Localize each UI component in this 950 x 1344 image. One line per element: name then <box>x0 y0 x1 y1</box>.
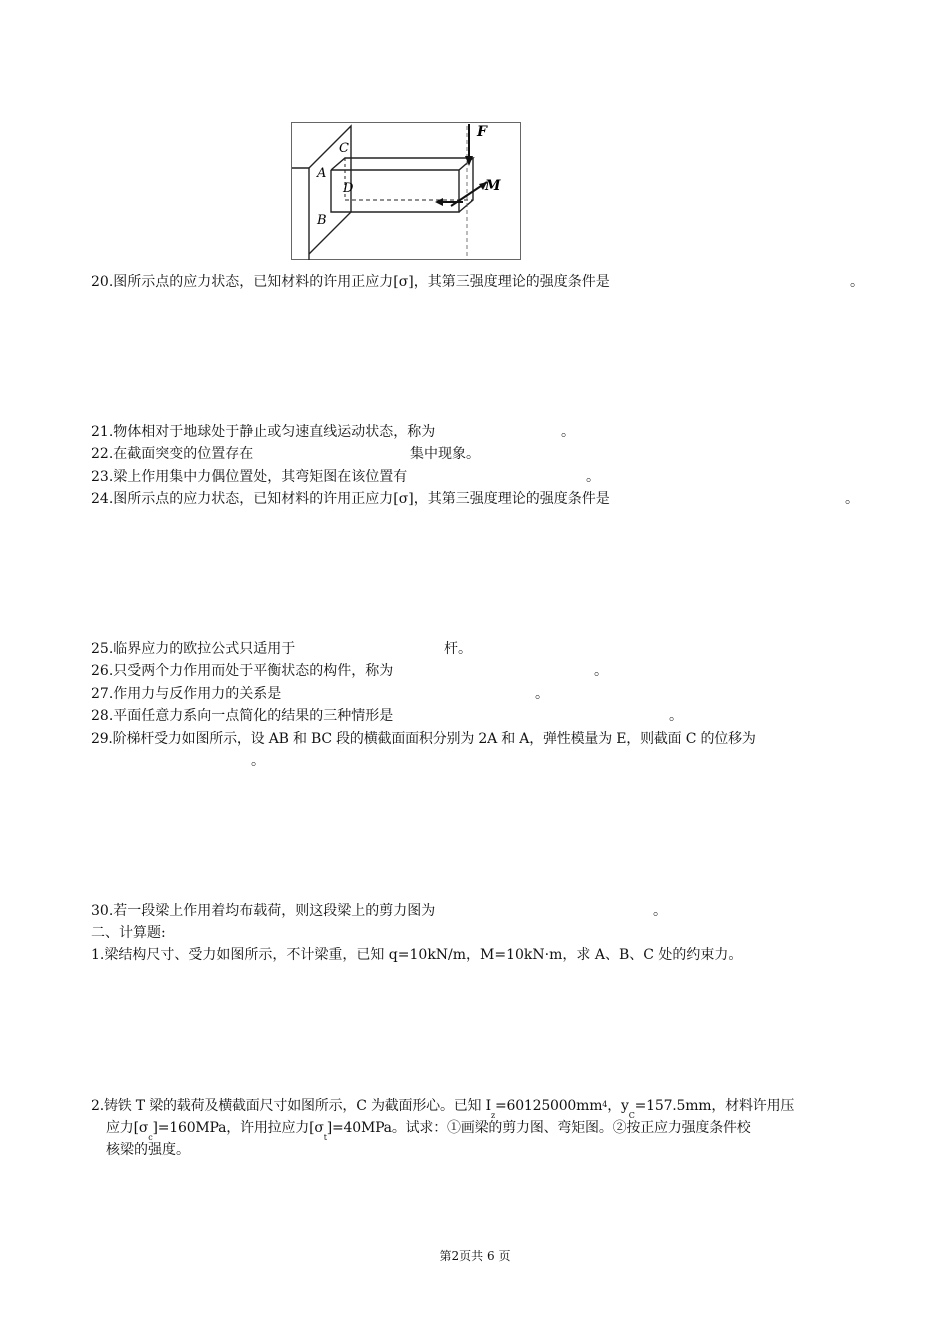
question-28: 28.平面任意力系向一点简化的结果的三种情形是 <box>91 708 394 724</box>
calc-question-2-line3: 核梁的强度。 <box>106 1142 190 1158</box>
question-30-end: 。 <box>653 903 667 919</box>
question-22: 22.在截面突变的位置存在 <box>91 446 254 462</box>
question-29: 29.阶梯杆受力如图所示，设 AB 和 BC 段的横截面面积分别为 2A 和 A，弹性模量为 E，则截面 C 的位移为 <box>91 731 756 747</box>
label-c: C <box>339 141 349 156</box>
label-m: M <box>485 178 501 194</box>
question-27-end: 。 <box>535 686 549 702</box>
beam-figure <box>291 122 521 260</box>
question-24: 24.图所示点的应力状态，已知材料的许用正应力[σ]，其第三强度理论的强度条件是 <box>91 491 610 507</box>
question-20: 20.图所示点的应力状态，已知材料的许用正应力[σ]，其第三强度理论的强度条件是 <box>91 274 610 290</box>
question-23: 23.梁上作用集中力偶位置处，其弯矩图在该位置有 <box>91 469 408 485</box>
calc-question-1: 1.梁结构尺寸、受力如图所示，不计梁重，已知 q=10kN/m，M=10kN·m，求 A、B、C 处的约束力。 <box>91 947 743 963</box>
question-20-end: 。 <box>850 274 864 290</box>
question-23-end: 。 <box>586 469 600 485</box>
question-24-end: 。 <box>845 491 859 507</box>
question-25: 25.临界应力的欧拉公式只适用于 <box>91 641 296 657</box>
label-a: A <box>317 166 327 181</box>
calc-question-2-line1: 2.铸铁 T 梁的载荷及横截面尺寸如图所示，C 为截面形心。已知 $I_z=60125000mm^4$，$y_C=157.5mm$，材料许用压 <box>91 1098 795 1120</box>
label-d: D <box>343 181 354 196</box>
question-25-end: 杆。 <box>444 641 472 657</box>
question-21: 21.物体相对于地球处于静止或匀速直线运动状态，称为 <box>91 424 436 440</box>
label-b: B <box>317 213 327 228</box>
section-title: 二、计算题: <box>91 925 166 941</box>
question-28-end: 。 <box>669 708 683 724</box>
question-30: 30.若一段梁上作用着均布载荷，则这段梁上的剪力图为 <box>91 903 436 919</box>
question-26: 26.只受两个力作用而处于平衡状态的构件，称为 <box>91 663 394 679</box>
question-22-end: 集中现象。 <box>410 446 480 462</box>
calc-question-2-line2: 应力$[\sigma_c]=160MPa$，许用拉应力$[\sigma_t]=40MPa$。试求：①画梁的剪力图、弯矩图。②按正应力强度条件校 <box>106 1120 751 1142</box>
question-21-end: 。 <box>561 424 575 440</box>
label-f: F <box>477 124 487 140</box>
question-26-end: 。 <box>594 663 608 679</box>
question-27: 27.作用力与反作用力的关系是 <box>91 686 282 702</box>
question-29-end: 。 <box>251 753 265 769</box>
page-footer: 第2页共 6 页 <box>439 1249 511 1263</box>
